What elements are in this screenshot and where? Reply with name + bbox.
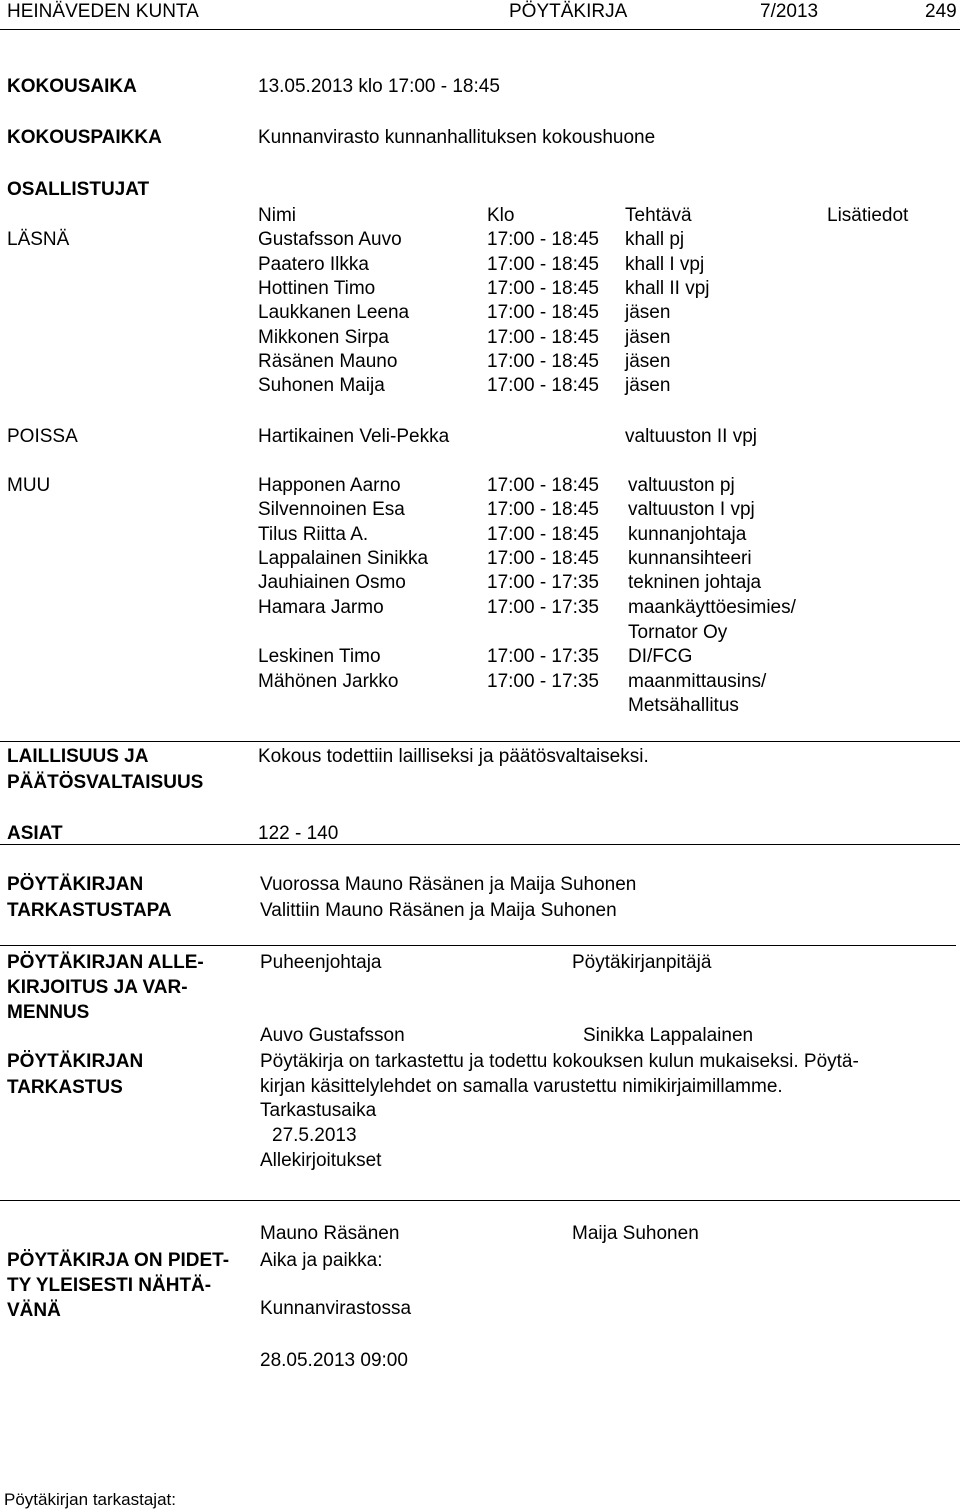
other-time: 17:00 - 18:45 xyxy=(487,524,599,545)
other-role: maanmittausins/ xyxy=(628,671,767,692)
present-time: 17:00 - 18:45 xyxy=(487,302,599,323)
present-role: khall I vpj xyxy=(625,254,705,275)
section-rule xyxy=(0,844,960,845)
section-rule xyxy=(0,1200,960,1201)
inspection-time-label: Tarkastusaika xyxy=(260,1100,377,1121)
present-role: jäsen xyxy=(625,351,671,372)
other-name: Jauhiainen Osmo xyxy=(258,572,406,593)
footer-inspectors-label: Pöytäkirjan tarkastajat: xyxy=(4,1490,176,1509)
other-role-continued: Metsähallitus xyxy=(628,695,739,716)
present-time: 17:00 - 18:45 xyxy=(487,278,599,299)
other-role-continued: Tornator Oy xyxy=(628,622,728,643)
other-name: Happonen Aarno xyxy=(258,475,401,496)
absent-role: valtuuston II vpj xyxy=(625,426,758,447)
header-issue: 7/2013 xyxy=(760,1,819,22)
other-role: kunnanjohtaja xyxy=(628,524,747,545)
present-label: LÄSNÄ xyxy=(7,229,70,250)
public-display-label-line3: VÄNÄ xyxy=(7,1300,61,1321)
signatures-label-line1: PÖYTÄKIRJAN ALLE- xyxy=(7,952,204,973)
absent-name: Hartikainen Veli-Pekka xyxy=(258,426,450,447)
meeting-place-label: KOKOUSPAIKKA xyxy=(7,127,162,148)
column-header-name: Nimi xyxy=(258,205,296,226)
check-method-label-line1: PÖYTÄKIRJAN xyxy=(7,874,144,895)
public-display-place-label: Aika ja paikka: xyxy=(260,1250,383,1271)
chair-name: Auvo Gustafsson xyxy=(260,1025,405,1046)
other-time: 17:00 - 17:35 xyxy=(487,597,599,618)
other-time: 17:00 - 18:45 xyxy=(487,499,599,520)
column-header-notes: Lisätiedot xyxy=(827,205,909,226)
other-name: Silvennoinen Esa xyxy=(258,499,405,520)
inspection-signatures-label: Allekirjoitukset xyxy=(260,1150,382,1171)
present-name: Laukkanen Leena xyxy=(258,302,410,323)
meeting-time-label: KOKOUSAIKA xyxy=(7,76,137,97)
header-doc-type: PÖYTÄKIRJA xyxy=(509,1,628,22)
items-label: ASIAT xyxy=(7,823,63,844)
present-role: jäsen xyxy=(625,302,671,323)
inspection-text-line1: Pöytäkirja on tarkastettu ja todettu kokouksen kulun mukaiseksi. Pöytä- xyxy=(260,1051,859,1072)
other-role: valtuuston I vpj xyxy=(628,499,755,520)
inspection-label-line2: TARKASTUS xyxy=(7,1077,123,1098)
legality-label-line1: LAILLISUUS JA xyxy=(7,746,149,767)
other-time: 17:00 - 18:45 xyxy=(487,548,599,569)
secretary-title: Pöytäkirjanpitäjä xyxy=(572,952,712,973)
other-name: Leskinen Timo xyxy=(258,646,381,667)
present-role: khall pj xyxy=(625,229,685,250)
absent-label: POISSA xyxy=(7,426,78,447)
other-name: Tilus Riitta A. xyxy=(258,524,369,545)
check-method-label-line2: TARKASTUSTAPA xyxy=(7,900,172,921)
inspection-time-value: 27.5.2013 xyxy=(272,1125,357,1146)
chair-title: Puheenjohtaja xyxy=(260,952,382,973)
signatures-label-line2: KIRJOITUS JA VAR- xyxy=(7,977,188,998)
other-time: 17:00 - 17:35 xyxy=(487,646,599,667)
signatures-label-line3: MENNUS xyxy=(7,1002,90,1023)
other-role: kunnansihteeri xyxy=(628,548,752,569)
present-name: Paatero Ilkka xyxy=(258,254,369,275)
other-time: 17:00 - 17:35 xyxy=(487,671,599,692)
other-role: maankäyttöesimies/ xyxy=(628,597,796,618)
other-role: tekninen johtaja xyxy=(628,572,762,593)
check-method-line2: Valittiin Mauno Räsänen ja Maija Suhonen xyxy=(260,900,617,921)
other-name: Lappalainen Sinikka xyxy=(258,548,429,569)
meeting-time-value: 13.05.2013 klo 17:00 - 18:45 xyxy=(258,76,500,97)
public-display-datetime: 28.05.2013 09:00 xyxy=(260,1350,408,1371)
present-name: Suhonen Maija xyxy=(258,375,385,396)
present-name: Gustafsson Auvo xyxy=(258,229,402,250)
column-header-time: Klo xyxy=(487,205,515,226)
present-time: 17:00 - 18:45 xyxy=(487,375,599,396)
participants-label: OSALLISTUJAT xyxy=(7,179,150,200)
present-time: 17:00 - 18:45 xyxy=(487,229,599,250)
other-role: valtuuston pj xyxy=(628,475,735,496)
public-display-place-value: Kunnanvirastossa xyxy=(260,1298,412,1319)
public-display-label-line2: TY YLEISESTI NÄHTÄ- xyxy=(7,1275,212,1296)
public-display-label-line1: PÖYTÄKIRJA ON PIDET- xyxy=(7,1250,230,1271)
present-time: 17:00 - 18:45 xyxy=(487,351,599,372)
other-name: Hamara Jarmo xyxy=(258,597,384,618)
present-name: Hottinen Timo xyxy=(258,278,376,299)
section-rule xyxy=(0,945,956,946)
other-time: 17:00 - 17:35 xyxy=(487,572,599,593)
column-header-role: Tehtävä xyxy=(625,205,692,226)
present-role: jäsen xyxy=(625,375,671,396)
present-time: 17:00 - 18:45 xyxy=(487,327,599,348)
other-role: DI/FCG xyxy=(628,646,693,667)
inspection-text-line2: kirjan käsittelylehdet on samalla varustettu nimikirjaimillamme. xyxy=(260,1076,783,1097)
legality-text: Kokous todettiin lailliseksi ja päätösvaltaiseksi. xyxy=(258,746,649,767)
secretary-name: Sinikka Lappalainen xyxy=(583,1025,754,1046)
header-rule xyxy=(0,29,960,30)
check-method-line1: Vuorossa Mauno Räsänen ja Maija Suhonen xyxy=(260,874,637,895)
present-role: jäsen xyxy=(625,327,671,348)
present-role: khall II vpj xyxy=(625,278,710,299)
inspector-2-name: Maija Suhonen xyxy=(572,1223,699,1244)
legality-label-line2: PÄÄTÖSVALTAISUUS xyxy=(7,772,204,793)
header-municipality: HEINÄVEDEN KUNTA xyxy=(7,1,199,22)
present-name: Mikkonen Sirpa xyxy=(258,327,389,348)
items-value: 122 - 140 xyxy=(258,823,339,844)
other-time: 17:00 - 18:45 xyxy=(487,475,599,496)
other-name: Mähönen Jarkko xyxy=(258,671,399,692)
meeting-place-value: Kunnanvirasto kunnanhallituksen kokoushuone xyxy=(258,127,656,148)
section-rule xyxy=(0,741,960,742)
inspector-1-name: Mauno Räsänen xyxy=(260,1223,400,1244)
present-time: 17:00 - 18:45 xyxy=(487,254,599,275)
other-label: MUU xyxy=(7,475,51,496)
present-name: Räsänen Mauno xyxy=(258,351,398,372)
header-page-number: 249 xyxy=(925,1,957,22)
inspection-label-line1: PÖYTÄKIRJAN xyxy=(7,1051,144,1072)
